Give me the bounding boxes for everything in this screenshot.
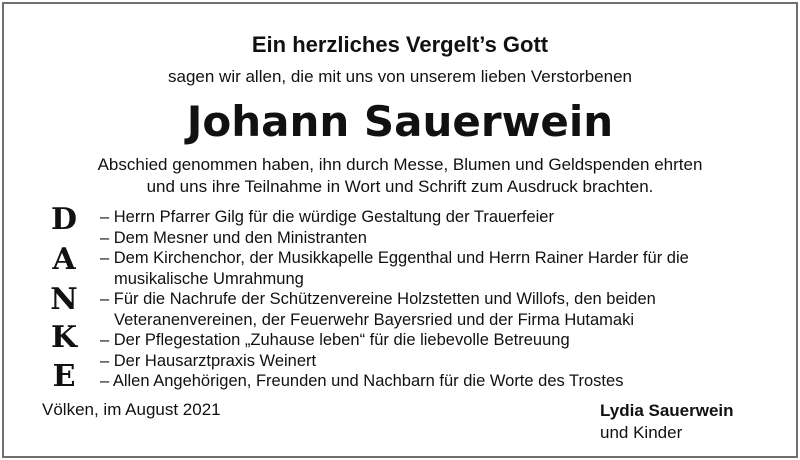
thanks-item-text: – Dem Kirchenchor, der Musikkapelle Eggenthal und Herrn Rainer Harder für die <box>100 249 689 267</box>
thanks-item <box>100 371 790 392</box>
obituary-notice <box>2 2 798 458</box>
thanks-item <box>100 248 790 289</box>
thanks-list <box>100 207 790 392</box>
thanks-item <box>100 351 790 372</box>
danke-letter-n: N <box>50 282 78 317</box>
thanks-item <box>100 228 790 249</box>
place-date: Völken, im August 2021 <box>42 400 221 419</box>
intro-line: Abschied genommen haben, ihn durch Messe, Blumen und Geldspenden ehrten <box>97 155 703 174</box>
danke-letter-k: K <box>50 320 78 355</box>
thanks-item-text: – Der Hausarztpraxis Weinert <box>100 351 317 370</box>
thanks-item-text: – Der Pflegestation „Zuhause leben“ für die liebevolle Betreuung <box>100 331 570 349</box>
intro-text <box>4 154 796 198</box>
danke-letter-d: D <box>50 202 77 237</box>
thanks-item-continuation: Veteranenvereinen, der Feuerwehr Bayersried und der Firma Hutamaki <box>114 310 635 329</box>
danke-letter-e: E <box>52 359 76 394</box>
danke-letter-a: A <box>52 242 76 277</box>
thanks-item <box>100 207 790 228</box>
subheading: sagen wir allen, die mit uns von unserem lieben Verstorbenen <box>168 67 632 86</box>
thanks-item-text: – Herrn Pfarrer Gilg für die würdige Gestaltung der Trauerfeier <box>100 208 554 226</box>
deceased-name: Johann Sauerwein <box>186 97 614 146</box>
thanks-item <box>100 289 790 330</box>
thanks-item-text: – Für die Nachrufe der Schützenvereine Holzstetten und Willofs, den beiden <box>100 290 656 308</box>
signature <box>600 400 734 444</box>
thanks-item <box>100 330 790 351</box>
thanks-item-text: – Dem Mesner und den Ministranten <box>100 228 367 247</box>
signature-family: und Kinder <box>600 423 683 442</box>
signature-name: Lydia Sauerwein <box>600 401 734 420</box>
heading: Ein herzliches Vergelt’s Gott <box>251 32 549 57</box>
intro-line: und uns ihre Teilnahme in Wort und Schrift zum Ausdruck brachten. <box>146 177 654 196</box>
thanks-item-continuation: musikalische Umrahmung <box>114 269 304 288</box>
thanks-item-text: – Allen Angehörigen, Freunden und Nachbarn für die Worte des Trostes <box>100 372 624 390</box>
